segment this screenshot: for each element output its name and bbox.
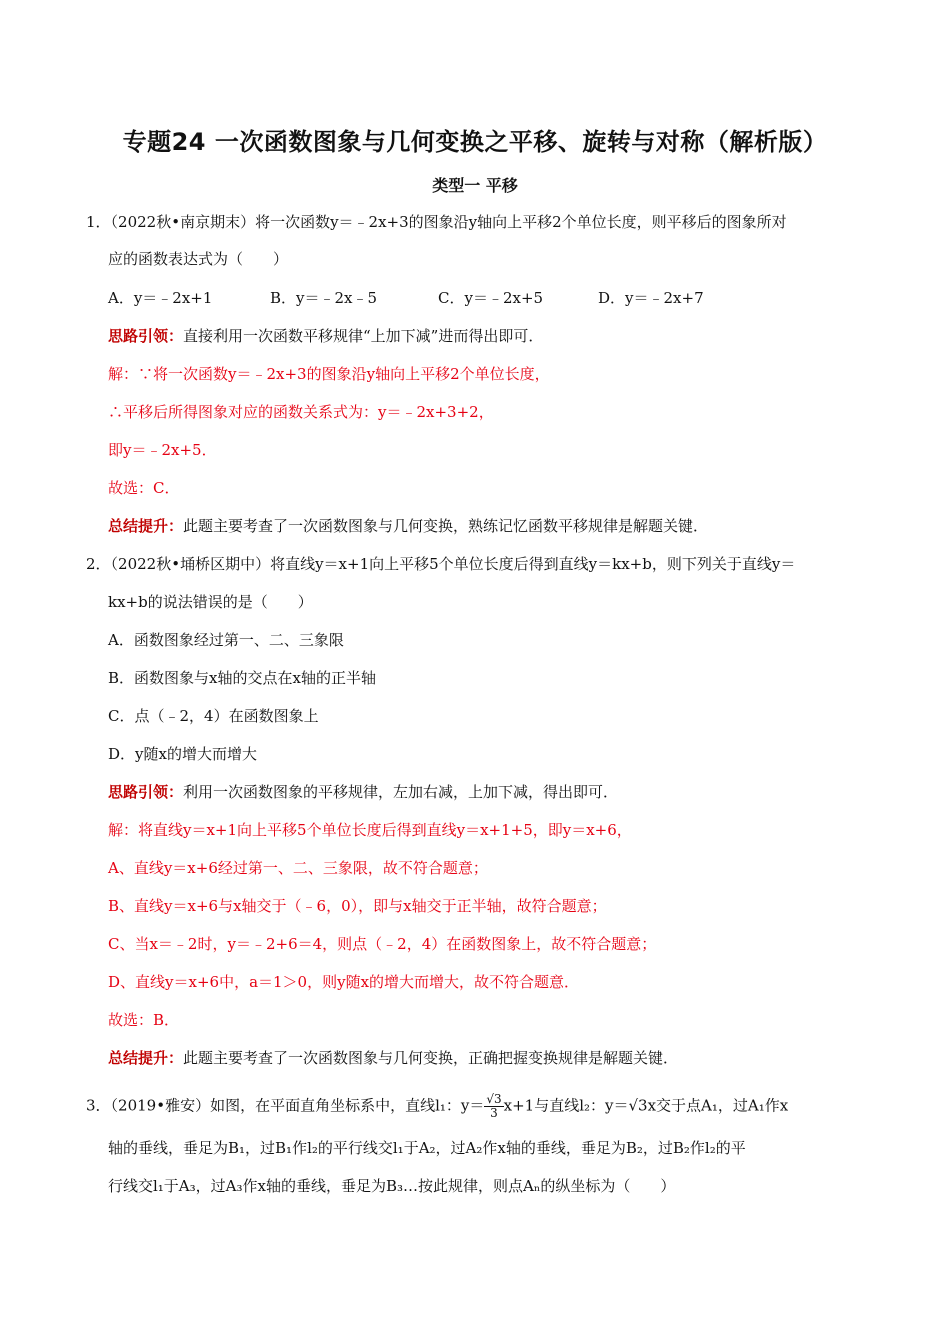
q2-summary <box>108 1047 678 1069</box>
q2-stem-line1: 2．（2022秋•埇桥区期中）将直线y＝x+1向上平移5个单位长度后得到直线y＝kx+b，则下列关于直线y＝ <box>86 555 796 573</box>
q3-fraction-denominator: 3 <box>490 1106 498 1120</box>
q2-summary-label: 总结提升： <box>108 1049 184 1067</box>
q2-hint-label: 思路引领： <box>108 783 184 801</box>
q1-solution-line1: 解：∵将一次函数y＝﹣2x+3的图象沿y轴向上平移2个单位长度， <box>108 365 550 383</box>
q3-stem-line3: 行线交l₁于A₃，过A₃作x轴的垂线，垂足为B₃…按此规律，则点Aₙ的纵坐标为（ ） <box>108 1177 676 1195</box>
q2-option-b: B．函数图象与x轴的交点在x轴的正半轴 <box>108 669 376 687</box>
q3-stem-part2: x+1与直线l₂：y＝√3x交于点A₁，过A₁作x <box>503 1096 789 1115</box>
q3-fraction-numerator: √3 <box>486 1092 502 1106</box>
q2-option-d: D．y随x的增大而增大 <box>108 745 257 763</box>
q1-summary-text: 此题主要考查了一次函数图象与几何变换，熟练记忆函数平移规律是解题关键． <box>183 517 709 535</box>
page-title: 专题24 一次函数图象与几何变换之平移、旋转与对称（解析版） <box>122 128 828 156</box>
q2-hint-text: 利用一次函数图象的平移规律，左加右减，上加下减，得出即可． <box>183 783 619 801</box>
q1-option-d: D．y＝﹣2x+7 <box>598 289 704 307</box>
q2-summary-text: 此题主要考查了一次函数图象与几何变换，正确把握变换规律是解题关键． <box>183 1049 679 1067</box>
q2-option-c: C．点（﹣2，4）在函数图象上 <box>108 707 319 725</box>
q2-hint <box>108 781 618 803</box>
q3-stem-line1 <box>86 1093 788 1120</box>
q3-stem-line2: 轴的垂线，垂足为B₁，过B₁作l₂的平行线交l₁于A₂，过A₂作x轴的垂线，垂足为B₂，过B₂作l₂的平 <box>108 1139 746 1157</box>
q2-stem-line2: kx+b的说法错误的是（ ） <box>108 593 313 611</box>
q2-solution-line2: A、直线y＝x+6经过第一、二、三象限，故不符合题意； <box>108 859 488 877</box>
q1-hint-text: 直接利用一次函数平移规律“上加下减”进而得出即可． <box>183 327 544 345</box>
q1-stem-line2: 应的函数表达式为（ ） <box>108 250 289 268</box>
q1-hint <box>108 325 543 347</box>
q1-options <box>108 287 704 309</box>
q2-solution-line6: 故选：B． <box>108 1011 180 1029</box>
q3-stem-part1: 3．（2019•雅安）如图，在平面直角坐标系中，直线l₁：y＝ <box>86 1096 485 1115</box>
q1-option-c: C．y＝﹣2x+5 <box>438 289 544 307</box>
q1-stem-line1: 1．（2022秋•南京期末）将一次函数y＝﹣2x+3的图象沿y轴向上平移2个单位长度，则平移后的图象所对 <box>86 213 787 231</box>
q3-fraction <box>484 1093 503 1120</box>
q2-option-a: A．函数图象经过第一、二、三象限 <box>108 631 344 649</box>
q1-option-b: B．y＝﹣2x﹣5 <box>270 289 378 307</box>
q2-solution-line5: D、直线y＝x+6中，a＝1＞0，则y随x的增大而增大，故不符合题意． <box>108 973 580 991</box>
q1-summary-label: 总结提升： <box>108 517 184 535</box>
section-heading: 类型一 平移 <box>432 176 518 195</box>
q2-solution-line4: C、当x＝﹣2时，y＝﹣2+6＝4，则点（﹣2，4）在函数图象上，故不符合题意； <box>108 935 657 953</box>
q1-hint-label: 思路引领： <box>108 327 184 345</box>
q1-solution-line4: 故选：C． <box>108 479 180 497</box>
q1-solution-line2: ∴平移后所得图象对应的函数关系式为：y＝﹣2x+3+2， <box>108 403 494 421</box>
q1-option-a: A．y＝﹣2x+1 <box>108 289 213 307</box>
q2-solution-line1: 解：将直线y＝x+1向上平移5个单位长度后得到直线y＝x+1+5，即y＝x+6， <box>108 821 632 839</box>
q2-solution-line3: B、直线y＝x+6与x轴交于（﹣6，0），即与x轴交于正半轴，故符合题意； <box>108 897 607 915</box>
q1-solution-line3: 即y＝﹣2x+5． <box>108 441 217 459</box>
q1-summary <box>108 515 708 537</box>
